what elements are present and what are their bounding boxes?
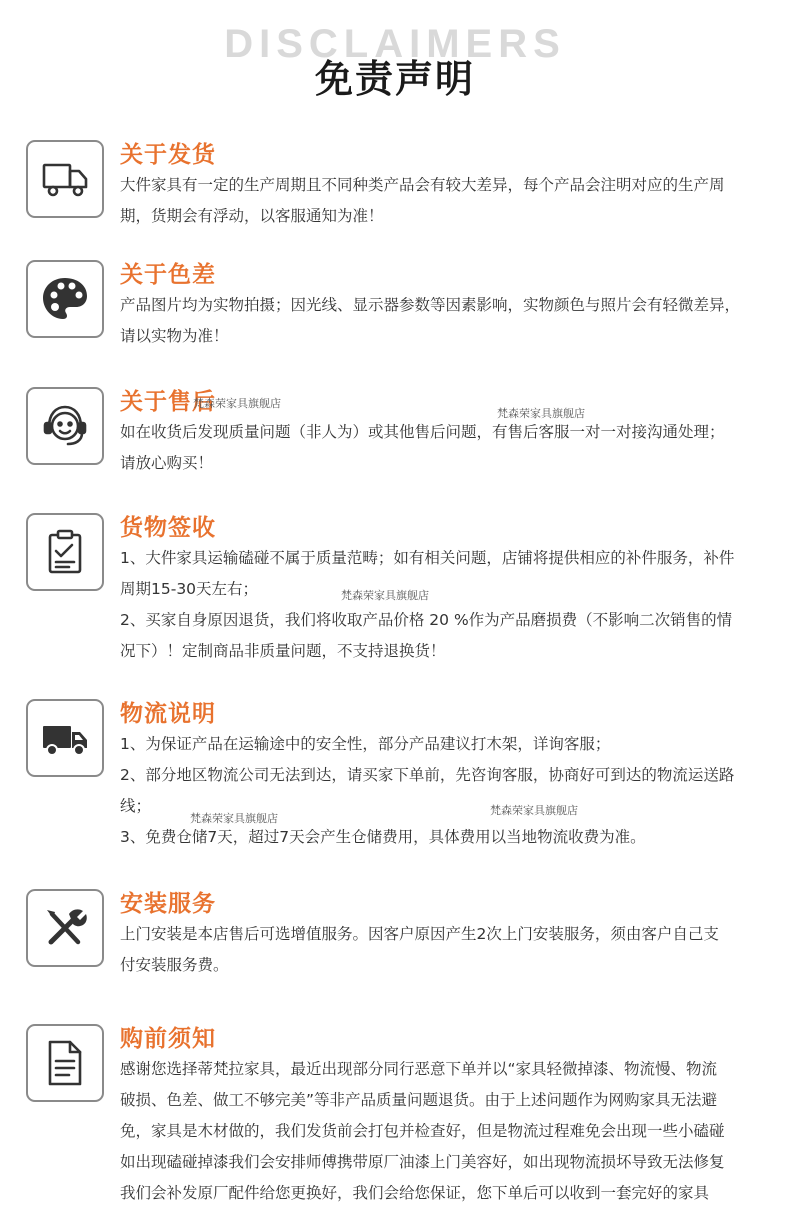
- section-title: 货物签收: [120, 515, 216, 541]
- text-line: 产品图片均为实物拍摄；因光线、显示器参数等因素影响，实物颜色与照片会有轻微差异，: [120, 296, 741, 314]
- text-line: 3、免费仓储7天，超过7天会产生仓储费用，具体费用以当地物流收费为准。: [120, 828, 646, 846]
- watermark: 梵森荣家具旗舰店: [341, 589, 429, 602]
- watermark: 梵森荣家具旗舰店: [497, 407, 585, 420]
- text-line: 况下）！定制商品非质量问题，不支持退换货！: [120, 642, 446, 660]
- section-body: [120, 417, 760, 479]
- text-line: 1、大件家具运输磕碰不属于质量范畴；如有相关问题，店铺将提供相应的补件服务，补件: [120, 549, 735, 567]
- text-line: 如在收货后发现质量问题（非人为）或其他售后问题，有售后客服一对一对接沟通处理；: [120, 423, 725, 441]
- palette-icon: [26, 260, 104, 338]
- text-line: 我们会补发原厂配件给您更换好，我们会给您保证，您下单后可以收到一套完好的家具: [120, 1184, 710, 1202]
- truck-outline-icon: [26, 140, 104, 218]
- text-line: 付安装服务费。: [120, 956, 229, 974]
- document-icon: [26, 1024, 104, 1102]
- section-title: 关于色差: [120, 262, 216, 288]
- text-line: 期，货期会有浮动，以客服通知为准！: [120, 207, 384, 225]
- text-line: 破损、色差、做工不够完美”等非产品质量问题退货。由于上述问题作为网购家具无法避: [120, 1091, 718, 1109]
- text-line: 上门安装是本店售后可选增值服务。因客户原因产生2次上门安装服务，须由客户自己支: [120, 925, 719, 943]
- text-line: 线；: [120, 797, 152, 815]
- clipboard-check-icon: [26, 513, 104, 591]
- section-body: [120, 1054, 760, 1209]
- text-line: 免，家具是木材做的，我们发货前会打包并检查好，但是物流过程难免会出现一些小磕碰: [120, 1122, 725, 1140]
- text-line: 请以实物为准！: [120, 327, 229, 345]
- watermark: 梵森荣家具旗舰店: [193, 397, 281, 410]
- text-line: 大件家具有一定的生产周期且不同种类产品会有较大差异，每个产品会注明对应的生产周: [120, 176, 725, 194]
- text-line: 请放心购买！: [120, 454, 214, 472]
- page-header: [0, 0, 790, 100]
- section-body: [120, 170, 760, 232]
- section-title: 物流说明: [120, 701, 216, 727]
- watermark: 梵森荣家具旗舰店: [490, 804, 578, 817]
- text-line: 2、部分地区物流公司无法到达，请买家下单前，先咨询客服，协商好可到达的物流运送路: [120, 766, 735, 784]
- headset-agent-icon: [26, 387, 104, 465]
- delivery-truck-icon: [26, 699, 104, 777]
- section-body: [120, 919, 760, 981]
- text-line: 周期15-30天左右；: [120, 580, 259, 598]
- text-line: 感谢您选择蒂梵拉家具，最近出现部分同行恶意下单并以“家具轻微掉漆、物流慢、物流: [120, 1060, 718, 1078]
- text-line: 1、为保证产品在运输途中的安全性，部分产品建议打木架，详询客服；: [120, 735, 611, 753]
- text-line: 如出现磕碰掉漆我们会安排师傅携带原厂油漆上门美容好，如出现物流损坏导致无法修复: [120, 1153, 725, 1171]
- text-line: 2、买家自身原因退货，我们将收取产品价格 20 %作为产品磨损费（不影响二次销售的情: [120, 611, 733, 629]
- watermark: 梵森荣家具旗舰店: [190, 812, 278, 825]
- page-title: 免责声明: [314, 57, 475, 101]
- section-title: 关于发货: [120, 142, 216, 168]
- section-title: 安装服务: [120, 891, 216, 917]
- tools-icon: [26, 889, 104, 967]
- section-body: [120, 290, 760, 352]
- header-background-text: DISCLAIMERS: [224, 22, 566, 66]
- section-title: 购前须知: [120, 1026, 216, 1052]
- section-title: 关于售后: [120, 389, 216, 415]
- section-body: [120, 729, 760, 853]
- section-body: [120, 543, 760, 667]
